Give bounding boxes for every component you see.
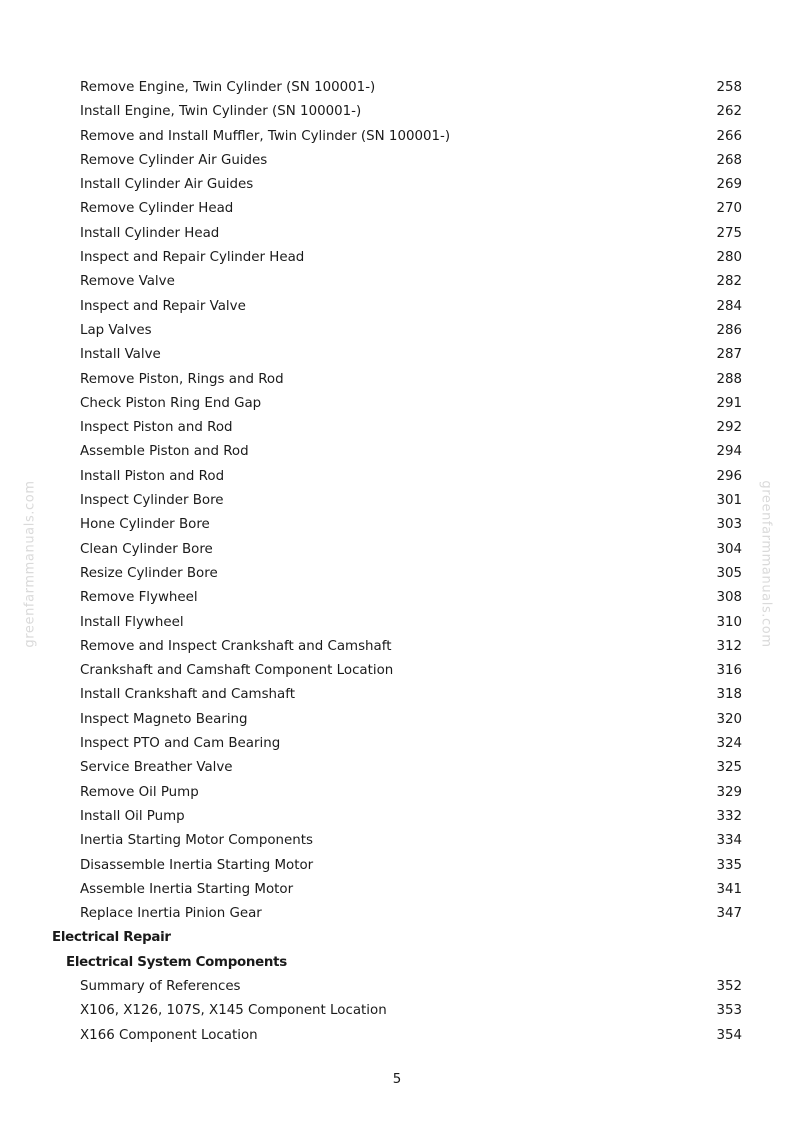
toc-entry-page: 275 bbox=[716, 225, 742, 241]
toc-entry-title: Lap Valves bbox=[80, 322, 152, 338]
toc-entry-page: 304 bbox=[716, 541, 742, 557]
toc-entry[interactable] bbox=[0, 416, 794, 440]
toc-entry[interactable] bbox=[0, 975, 794, 999]
toc-entry-page: 288 bbox=[716, 371, 742, 387]
toc-entry[interactable] bbox=[0, 854, 794, 878]
toc-entry-title: Inertia Starting Motor Components bbox=[80, 833, 313, 849]
toc-entry-title: X166 Component Location bbox=[80, 1027, 258, 1043]
toc-entry-title: X106, X126, 107S, X145 Component Location bbox=[80, 1003, 387, 1019]
toc-entry-title: Inspect and Repair Valve bbox=[80, 298, 246, 314]
toc-entry-title: Remove Cylinder Head bbox=[80, 201, 234, 217]
toc-entry[interactable] bbox=[0, 1024, 794, 1048]
toc-entry-page: 258 bbox=[716, 80, 742, 95]
toc-entry[interactable] bbox=[0, 756, 794, 780]
toc-entry-title: Remove Piston, Rings and Rod bbox=[80, 371, 284, 387]
toc-entry[interactable] bbox=[0, 513, 794, 537]
toc-entry-title: Replace Inertia Pinion Gear bbox=[80, 906, 262, 922]
toc-entry[interactable] bbox=[0, 683, 794, 707]
toc-entry-title: Remove Oil Pump bbox=[80, 784, 199, 800]
toc-entry[interactable] bbox=[0, 343, 794, 367]
toc-entry[interactable] bbox=[0, 197, 794, 221]
toc-entry[interactable] bbox=[0, 295, 794, 319]
toc-entry-title: Service Breather Valve bbox=[80, 760, 233, 776]
toc-entry-page: 325 bbox=[716, 760, 742, 776]
watermark-right: greenfarmmanuals.com bbox=[758, 480, 774, 648]
toc-entry-page: 354 bbox=[716, 1027, 742, 1043]
toc-entry-title: Install Engine, Twin Cylinder (SN 100001-) bbox=[80, 104, 362, 120]
toc-entry-page: 294 bbox=[716, 444, 742, 460]
toc-entry-title: Check Piston Ring End Gap bbox=[80, 395, 262, 411]
toc-entry[interactable] bbox=[0, 708, 794, 732]
toc-entry[interactable] bbox=[0, 489, 794, 513]
toc-entry-page: 310 bbox=[716, 614, 742, 630]
toc-entry-title: Install Valve bbox=[80, 347, 161, 363]
toc-entry-page: 305 bbox=[716, 565, 742, 581]
toc-entry[interactable] bbox=[0, 635, 794, 659]
toc-entry-title: Install Oil Pump bbox=[80, 808, 185, 824]
toc-entry-page: 262 bbox=[716, 104, 742, 120]
toc-entry-title: Electrical System Components bbox=[66, 954, 287, 970]
toc-entry[interactable] bbox=[0, 125, 794, 149]
toc-entry[interactable] bbox=[0, 319, 794, 343]
toc-entry[interactable] bbox=[0, 732, 794, 756]
watermark-left: greenfarmmanuals.com bbox=[22, 480, 38, 648]
toc-entry[interactable] bbox=[0, 465, 794, 489]
toc-entry-page: 282 bbox=[716, 274, 742, 290]
toc-entry[interactable] bbox=[0, 538, 794, 562]
toc-entry-page: 352 bbox=[716, 978, 742, 994]
toc-entry-page: 303 bbox=[716, 517, 742, 533]
toc-entry[interactable] bbox=[0, 611, 794, 635]
toc-entry-title: Remove Cylinder Air Guides bbox=[80, 152, 268, 168]
toc-entry[interactable] bbox=[0, 392, 794, 416]
toc-entry[interactable] bbox=[0, 368, 794, 392]
toc-entry-page: 334 bbox=[716, 833, 742, 849]
toc-entry-page: 335 bbox=[716, 857, 742, 873]
toc-entry-title: Assemble Inertia Starting Motor bbox=[80, 881, 294, 897]
toc-entry[interactable] bbox=[0, 659, 794, 683]
toc-entry-title: Hone Cylinder Bore bbox=[80, 517, 210, 533]
toc-entry-title: Install Piston and Rod bbox=[80, 468, 225, 484]
toc-entry-title: Remove Flywheel bbox=[80, 590, 198, 606]
toc-entry-page: 284 bbox=[716, 298, 742, 314]
toc-entry-page: 332 bbox=[716, 808, 742, 824]
toc-entry-title: Inspect PTO and Cam Bearing bbox=[80, 736, 281, 752]
toc-entry-title: Electrical Repair bbox=[52, 930, 171, 946]
toc-entry-page: 318 bbox=[716, 687, 742, 703]
toc-entry[interactable] bbox=[0, 246, 794, 270]
toc-entry-page: 329 bbox=[716, 784, 742, 800]
toc-entry[interactable] bbox=[0, 999, 794, 1023]
toc-entry-title: Install Cylinder Air Guides bbox=[80, 177, 254, 193]
toc-entry[interactable] bbox=[0, 878, 794, 902]
toc-entry-page: 266 bbox=[716, 128, 742, 144]
toc-entry-title: Remove and Install Muffler, Twin Cylinder (SN 100001-) bbox=[80, 128, 451, 144]
toc-section-heading[interactable] bbox=[0, 926, 794, 950]
toc-entry-page: 291 bbox=[716, 395, 742, 411]
toc-subsection-heading[interactable] bbox=[0, 951, 794, 975]
toc-entry-page: 316 bbox=[716, 663, 742, 679]
toc-entry-page: 268 bbox=[716, 152, 742, 168]
toc-entry-title: Assemble Piston and Rod bbox=[80, 444, 249, 460]
page-number: 5 bbox=[392, 1072, 402, 1087]
toc-entry-title: Inspect and Repair Cylinder Head bbox=[80, 250, 305, 266]
toc-entry-page: 312 bbox=[716, 638, 742, 654]
toc-entry-page: 320 bbox=[716, 711, 742, 727]
toc-entry[interactable] bbox=[0, 440, 794, 464]
toc-entry[interactable] bbox=[0, 586, 794, 610]
toc-entry-page: 269 bbox=[716, 177, 742, 193]
toc-entry-page: 280 bbox=[716, 250, 742, 266]
toc-entry-title: Resize Cylinder Bore bbox=[80, 565, 218, 581]
toc-entry[interactable] bbox=[0, 149, 794, 173]
toc-entry[interactable] bbox=[0, 902, 794, 926]
toc-entry[interactable] bbox=[0, 829, 794, 853]
toc-entry-title: Install Crankshaft and Camshaft bbox=[80, 687, 295, 703]
toc-entry[interactable] bbox=[0, 76, 794, 100]
table-of-contents bbox=[0, 76, 794, 1048]
toc-entry-page: 347 bbox=[716, 906, 742, 922]
toc-entry[interactable] bbox=[0, 222, 794, 246]
toc-entry-page: 301 bbox=[716, 493, 742, 509]
toc-entry[interactable] bbox=[0, 100, 794, 124]
toc-entry-page: 324 bbox=[716, 736, 742, 752]
toc-entry-title: Clean Cylinder Bore bbox=[80, 541, 213, 557]
toc-entry-title: Remove and Inspect Crankshaft and Camshaft bbox=[80, 638, 392, 654]
toc-entry-title: Crankshaft and Camshaft Component Location bbox=[80, 663, 394, 679]
toc-entry-title: Remove Valve bbox=[80, 274, 175, 290]
toc-entry-page: 270 bbox=[716, 201, 742, 217]
toc-entry[interactable] bbox=[0, 270, 794, 294]
toc-entry-title: Remove Engine, Twin Cylinder (SN 100001-) bbox=[80, 80, 376, 95]
toc-entry-page: 292 bbox=[716, 420, 742, 436]
toc-entry-title: Inspect Cylinder Bore bbox=[80, 493, 224, 509]
toc-entry-title: Inspect Piston and Rod bbox=[80, 420, 233, 436]
toc-entry-title: Inspect Magneto Bearing bbox=[80, 711, 248, 727]
toc-entry-title: Summary of References bbox=[80, 978, 241, 994]
toc-entry-page: 296 bbox=[716, 468, 742, 484]
toc-entry[interactable] bbox=[0, 562, 794, 586]
toc-entry-page: 341 bbox=[716, 881, 742, 897]
toc-entry-page: 353 bbox=[716, 1003, 742, 1019]
toc-entry[interactable] bbox=[0, 173, 794, 197]
toc-entry-title: Disassemble Inertia Starting Motor bbox=[80, 857, 314, 873]
toc-entry-title: Install Cylinder Head bbox=[80, 225, 220, 241]
toc-entry-title: Install Flywheel bbox=[80, 614, 184, 630]
toc-entry[interactable] bbox=[0, 805, 794, 829]
toc-entry-page: 286 bbox=[716, 322, 742, 338]
toc-entry-page: 287 bbox=[716, 347, 742, 363]
toc-entry-page: 308 bbox=[716, 590, 742, 606]
toc-entry[interactable] bbox=[0, 781, 794, 805]
